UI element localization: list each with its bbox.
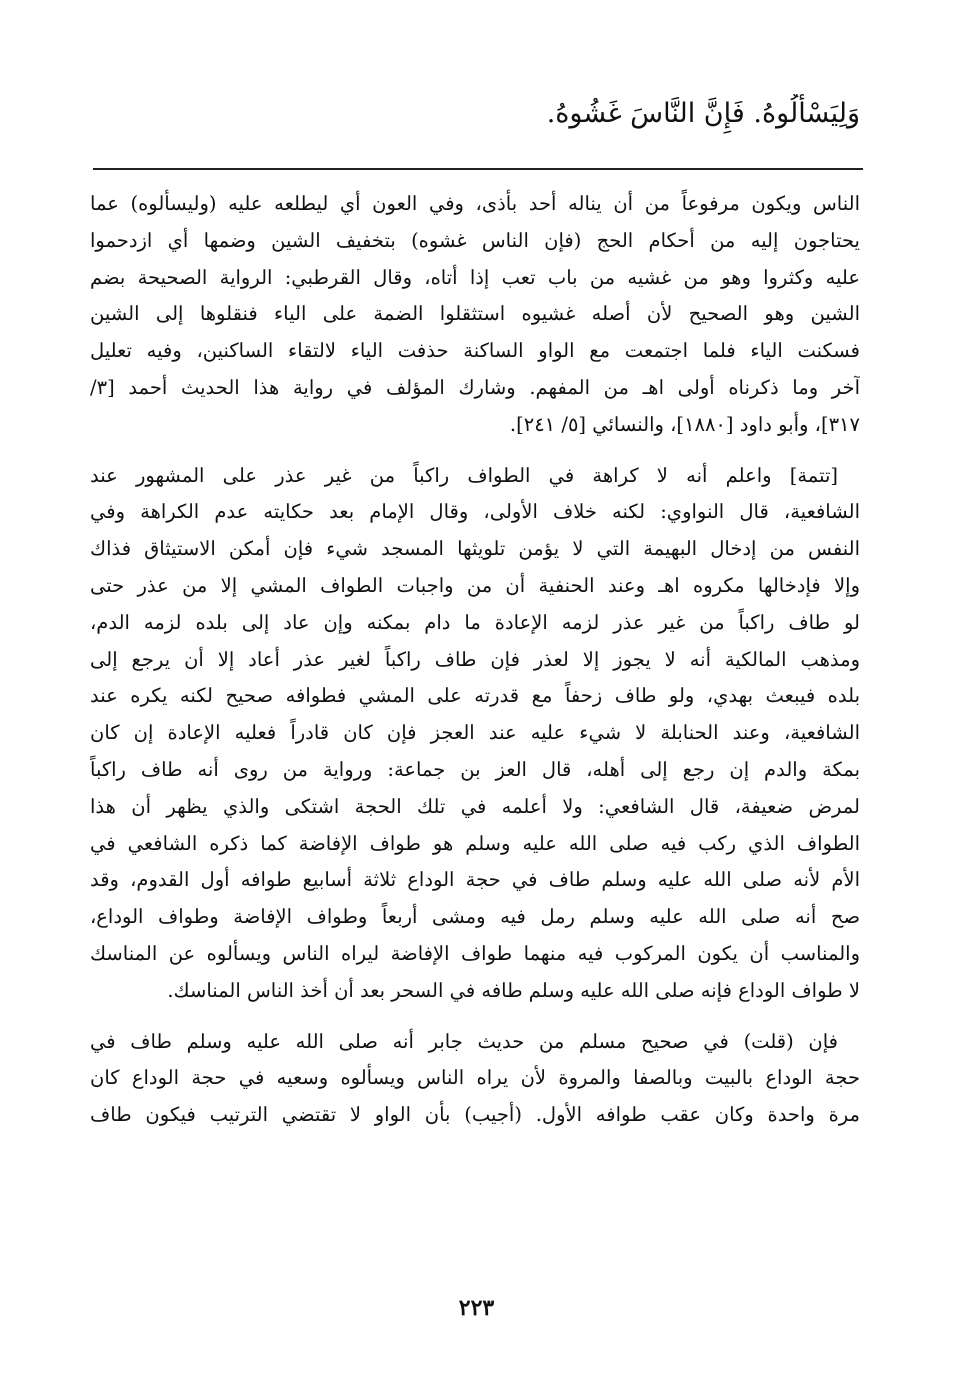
text-line: عليه وكثروا وهو من غشيه من باب تعب إذا أتاه، وقال القرطبي: الرواية الصحيحة بضم [90, 265, 860, 289]
text-line: بلده فيبعث بهدي، ولو طاف زحفاً مع قدرته على المشي فطوافه صحيح لكنه يكره عند [90, 684, 860, 708]
text-line: الشافعية، قال النواوي: لكنه خلاف الأولى، وقال الإمام بعد حكايته عدم الكراهة وفي [90, 500, 860, 524]
commentary-paragraph [90, 1024, 860, 1134]
hadith-main-text: وَلِيَسْأَلُوهُ. فَإِنَّ النَّاسَ غَشُوهُ. [546, 98, 860, 129]
text-line: مرة واحدة وكان عقب طوافه الأول. (أجيب) بأن الواو لا تقتضي الترتيب فيكون طاف [90, 1103, 860, 1127]
text-line: يحتاجون إليه من أحكام الحج (فإن الناس غشوه) بتخفيف الشين وضمها أي ازدحموا [90, 228, 860, 252]
text-line: الأم لأنه صلى الله عليه وسلم طاف في حجة الوداع ثلاثة أسابيع طوافه أول القدوم، وقد [90, 868, 860, 892]
text-line: آخر وما ذكرناه أولى اهـ من المفهم. وشارك المؤلف في رواية هذا الحديث أحمد [٣/ [90, 375, 860, 399]
commentary-paragraph [90, 186, 860, 444]
text-line: الطواف الذي ركب فيه صلى الله عليه وسلم هو طواف الإفاضة كما ذكره الشافعي في [90, 831, 860, 855]
page-number: ٢٢٣ [458, 1295, 495, 1321]
text-line: الناس ويكون مرفوعاً من أن يناله أحد بأذى، وفي العون أي ليطلعه عليه (وليسألوه) عما [90, 192, 860, 215]
text-line: لو طاف راكباً من غير عذر لزمه الإعادة ما دام بمكنه وإن عاد إلى بلده لزمه الدم، [90, 610, 860, 634]
text-line: فإن (قلت) في صحيح مسلم من حديث جابر أنه صلى الله عليه وسلم طاف في [90, 1029, 838, 1053]
text-line: بمكة والدم إن رجع إلى أهله، قال العز بن جماعة: ورواية من روى أنه طاف راكباً [90, 757, 860, 781]
text-line: لمرض ضعيفة، قال الشافعي: ولا أعلمه في تلك الحجة اشتكى والذي يظهر أن هذا [90, 794, 860, 818]
text-line: الشافعية، وعند الحنابلة لا شيء عليه عند العجز فإن كان قادراً فعليه الإعادة إن كان [90, 721, 860, 745]
text-line: ٣١٧]، وأبو داود [١٨٨٠]، والنسائي [٥/ ٢٤١]. [509, 412, 860, 436]
text-line: النفس من إدخال البهيمة التي لا يؤمن تلويثها المسجد شيء فإن أمكن الاستيثاق فذاك [90, 537, 860, 561]
text-line: صح أنه صلى الله عليه وسلم رمل فيه ومشى أربعاً وطواف الإفاضة وطواف الوداع، [90, 905, 860, 929]
commentary-paragraph [90, 458, 860, 1010]
text-line: [تتمة] واعلم أنه لا كراهة في الطواف راكباً من غير عذر على المشهور عند [90, 463, 838, 487]
text-line: حجة الوداع بالبيت وبالصفا والمروة لأن يراه الناس ويسألوه وسعيه في حجة الوداع كان [90, 1066, 860, 1090]
text-line: والمناسب أن يكون المركوب فيه منهما طواف الإفاضة ليراه الناس ويسألوه عن المناسك [90, 941, 860, 965]
text-line: الشين وهو الصحيح لأن أصله غشيوه استثقلوا الضمة على الياء فنقلوها إلى الشين [90, 302, 860, 326]
text-line: لا طواف الوداع فإنه صلى الله عليه وسلم طافه في السحر بعد أن أخذ الناس المناسك. [167, 978, 860, 1002]
text-line: فسكنت الياء فلما اجتمعت مع الواو الساكنة حذفت الياء لالتقاء الساكنين، وفيه تعليل [90, 339, 860, 363]
section-divider [93, 168, 863, 170]
text-line: ومذهب المالكية أنه لا يجوز إلا لعذر فإن طاف راكباً لغير عذر أعاد إلا أن يرجع إلى [90, 647, 860, 671]
text-line: وإلا فإدخالها مكروه اهـ وعند الحنفية أن من واجبات الطواف المشي إلا من عذر حتى [90, 573, 860, 597]
commentary-block [90, 186, 860, 1148]
